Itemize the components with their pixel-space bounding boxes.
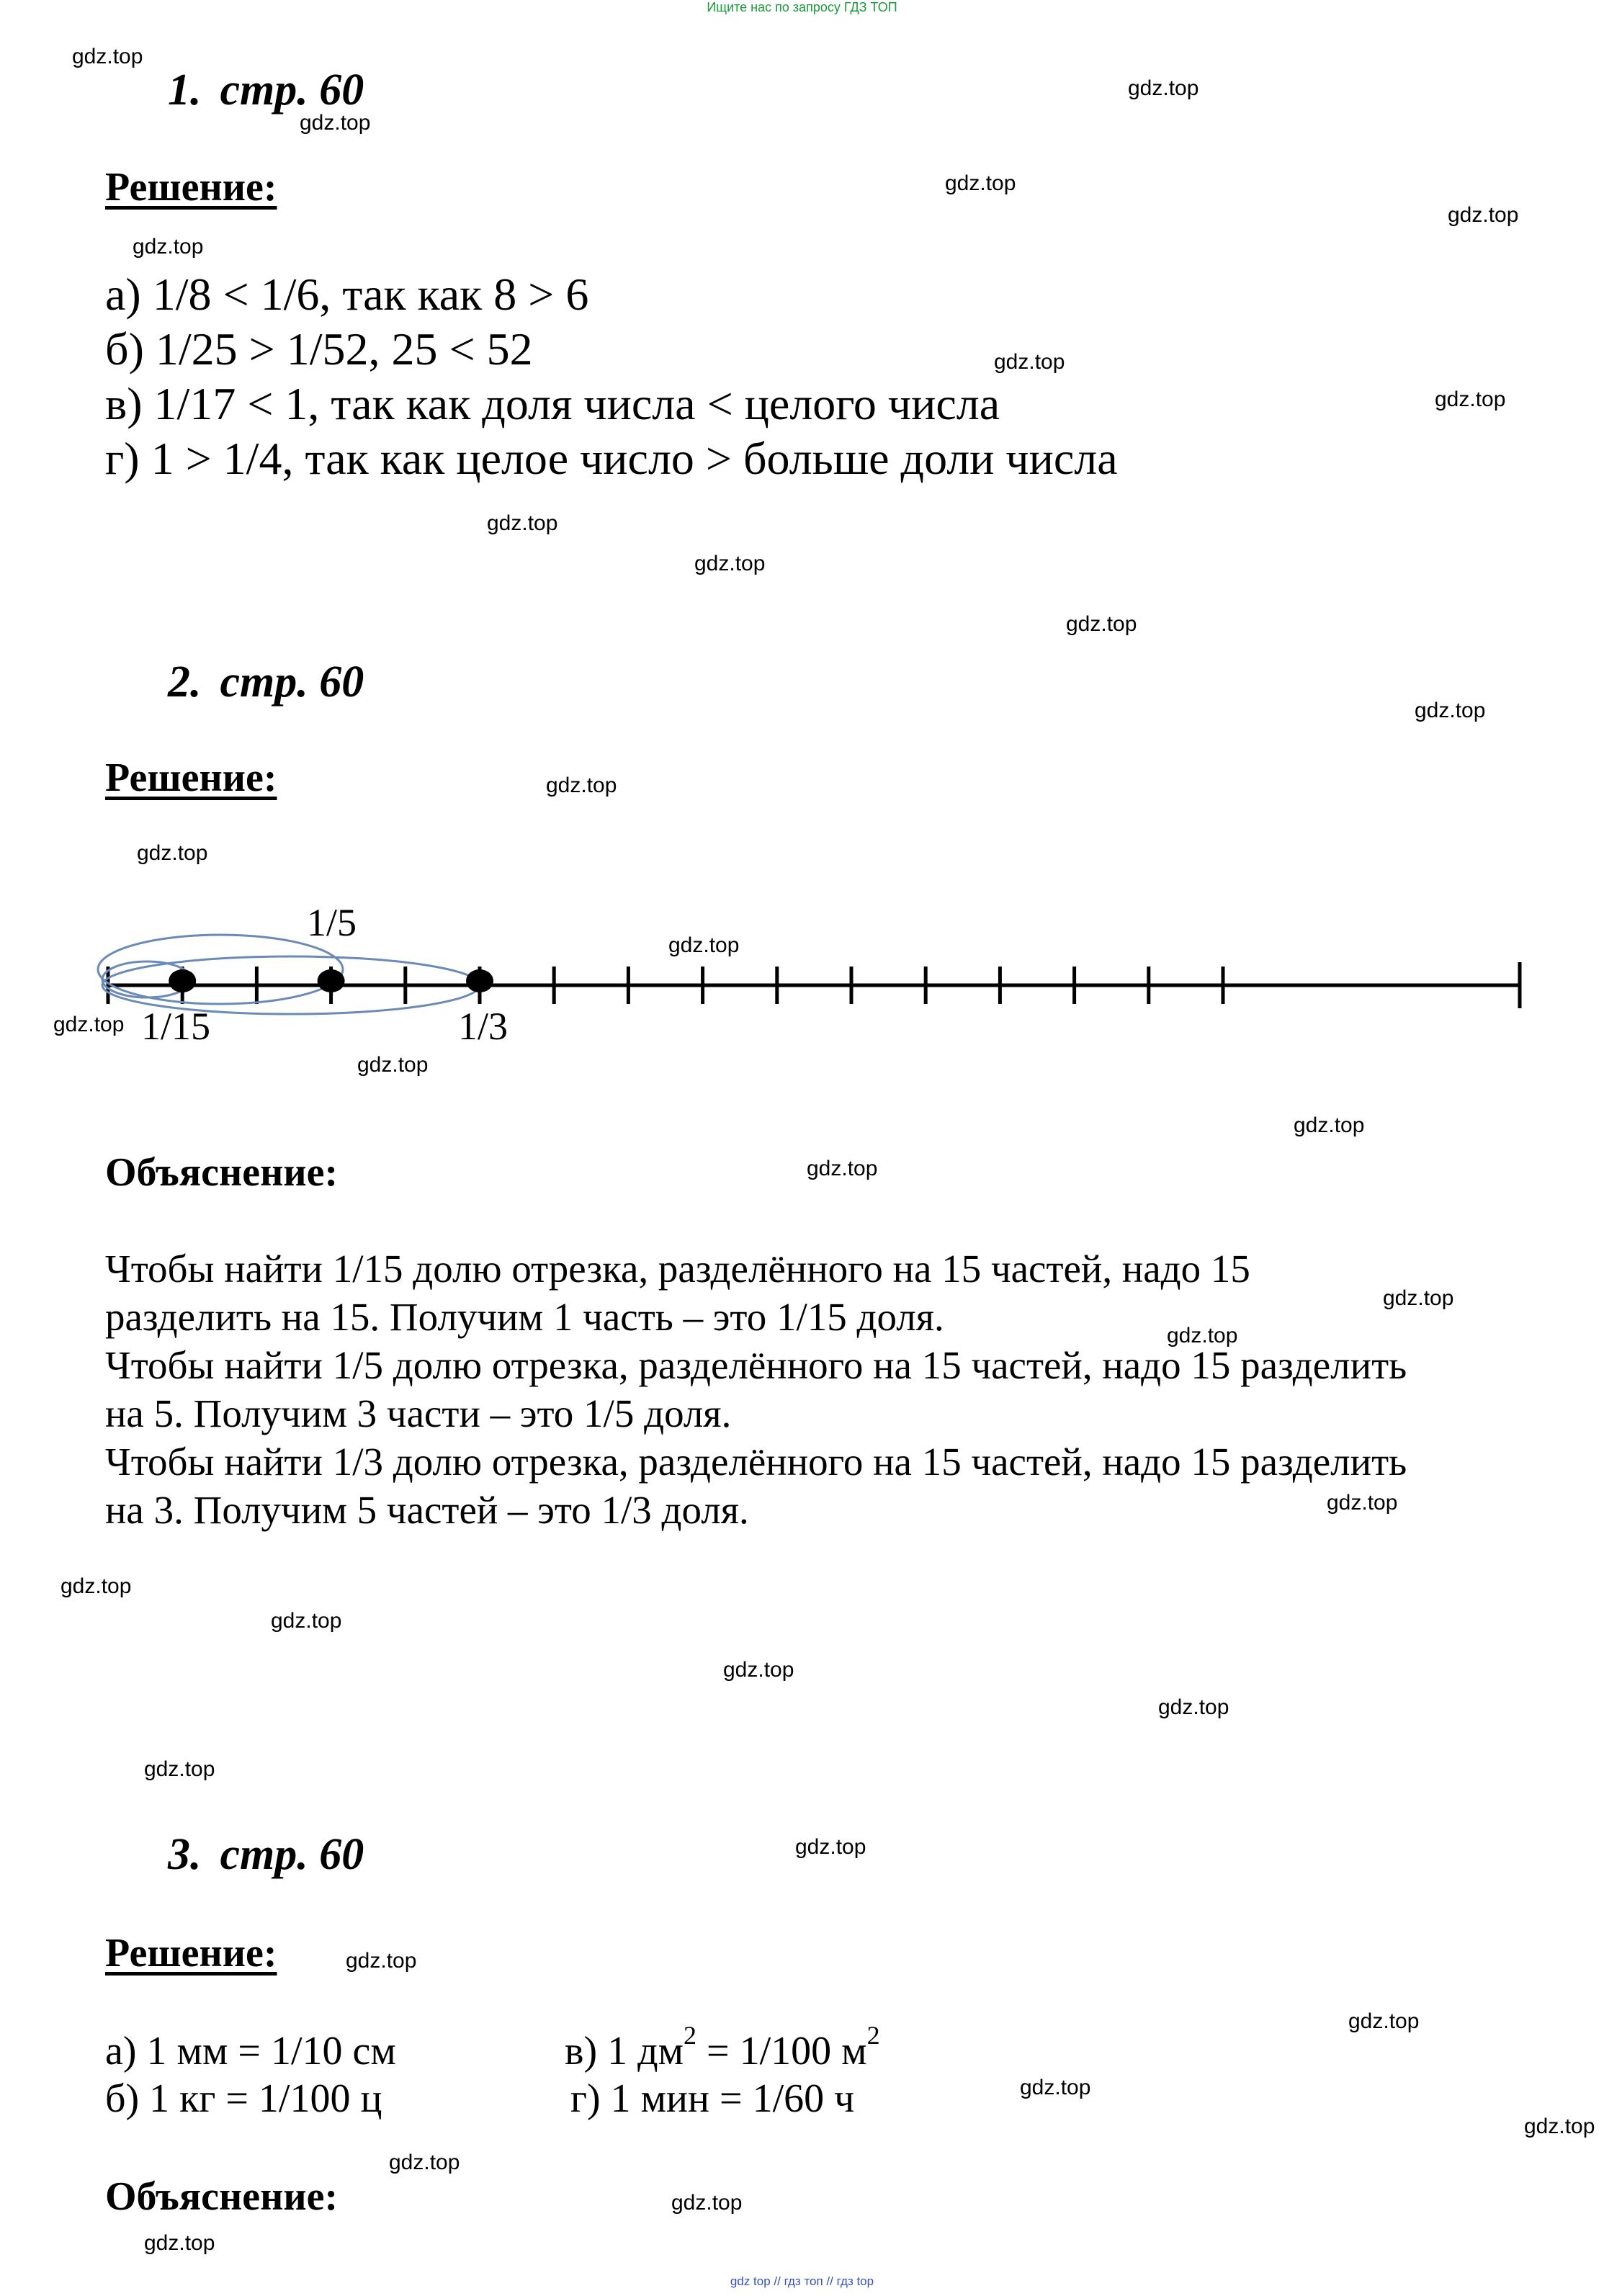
watermark: gdz.top xyxy=(61,1574,132,1598)
task-3-page: стр. 60 xyxy=(220,1830,364,1879)
watermark: gdz.top xyxy=(357,1053,429,1077)
watermark: gdz.top xyxy=(723,1658,794,1682)
watermark: gdz.top xyxy=(671,2191,743,2215)
explanation-line: Чтобы найти 1/15 долю отрезка, разделённого на 15 частей, надо 15 xyxy=(105,1247,1250,1291)
explanation-line: Чтобы найти 1/5 долю отрезка, разделённого на 15 частей, надо 15 разделить xyxy=(105,1343,1407,1387)
watermark: gdz.top xyxy=(144,2231,215,2255)
answer-v-exponent: 2 xyxy=(866,2021,880,2050)
explanation-line: Чтобы найти 1/3 долю отрезка, разделённого на 15 частей, надо 15 разделить xyxy=(105,1440,1407,1484)
watermark: gdz.top xyxy=(271,1609,342,1633)
watermark: gdz.top xyxy=(300,111,371,135)
task-1-line-a: а) 1/8 < 1/6, так как 8 > 6 xyxy=(105,269,589,320)
label-one-fifteenth: 1/15 xyxy=(141,1005,211,1048)
task-3-answer-v xyxy=(565,2021,880,2074)
answer-v-exponent: 2 xyxy=(684,2021,697,2050)
task-2-explanation xyxy=(105,1245,1407,1534)
watermark: gdz.top xyxy=(668,933,740,957)
watermark: gdz.top xyxy=(1415,699,1486,722)
watermark: gdz.top xyxy=(137,841,208,865)
task-2-page: стр. 60 xyxy=(220,658,364,707)
number-line-point xyxy=(318,969,345,992)
watermark: gdz.top xyxy=(1294,1113,1365,1137)
footer-text: gdz top // гдз топ // гдз top xyxy=(730,2274,874,2288)
watermark: gdz.top xyxy=(1348,2009,1420,2033)
task-3-number: 3. xyxy=(168,1830,202,1879)
task-2-number: 2. xyxy=(168,658,202,707)
watermark: gdz.top xyxy=(945,171,1016,195)
task-1-number: 1. xyxy=(168,66,202,115)
number-line-points xyxy=(169,969,493,992)
watermark: gdz.top xyxy=(795,1835,866,1859)
task-3-answer-a: а) 1 мм = 1/10 см xyxy=(105,2029,396,2073)
answer-v-prefix: в) 1 дм xyxy=(565,2029,684,2073)
task-1-title xyxy=(168,65,364,116)
watermark: gdz.top xyxy=(546,773,617,797)
watermark: gdz.top xyxy=(1167,1324,1238,1347)
task-3-explanation-heading: Объяснение: xyxy=(105,2174,339,2219)
task-2-heading: Решение: xyxy=(105,755,277,800)
watermark: gdz.top xyxy=(1128,76,1199,100)
watermark: gdz.top xyxy=(487,511,558,535)
task-1-heading: Решение: xyxy=(105,165,277,210)
task-3-answer-b: б) 1 кг = 1/100 ц xyxy=(105,2076,382,2121)
task-1-page: стр. 60 xyxy=(220,66,364,115)
watermark: gdz.top xyxy=(1158,1695,1229,1719)
number-line-point xyxy=(466,969,493,992)
explanation-line: на 5. Получим 3 части – это 1/5 доля. xyxy=(105,1391,732,1435)
number-line-diagram xyxy=(0,893,1604,1066)
task-1-line-b: б) 1/25 > 1/52, 25 < 52 xyxy=(105,323,533,375)
watermark: gdz.top xyxy=(1448,203,1519,227)
explanation-line: на 3. Получим 5 частей – это 1/3 доля. xyxy=(105,1488,749,1532)
task-2-explanation-heading: Объяснение: xyxy=(105,1150,339,1195)
label-one-third: 1/3 xyxy=(458,1005,508,1048)
task-3-title xyxy=(168,1829,364,1880)
watermark: gdz.top xyxy=(133,235,204,259)
label-one-fifth: 1/5 xyxy=(307,901,357,944)
watermark: gdz.top xyxy=(807,1157,878,1180)
watermark: gdz.top xyxy=(994,350,1065,374)
watermark: gdz.top xyxy=(1435,387,1506,411)
watermark: gdz.top xyxy=(1524,2115,1595,2138)
task-2-title xyxy=(168,657,364,708)
watermark: gdz.top xyxy=(694,552,766,575)
number-line-point xyxy=(169,969,196,992)
top-banner: Ищите нас по запросу ГДЗ ТОП xyxy=(707,0,897,14)
watermark: gdz.top xyxy=(1066,612,1137,636)
task-1-line-g: г) 1 > 1/4, так как целое число > больше доли числа xyxy=(105,433,1118,484)
watermark: gdz.top xyxy=(346,1949,417,1973)
task-3-heading: Решение: xyxy=(105,1931,277,1976)
watermark: gdz.top xyxy=(72,45,143,68)
explanation-line: разделить на 15. Получим 1 часть – это 1/15 доля. xyxy=(105,1295,944,1339)
watermark: gdz.top xyxy=(1327,1491,1398,1515)
watermark: gdz.top xyxy=(1020,2076,1091,2099)
watermark: gdz.top xyxy=(53,1013,125,1036)
watermark: gdz.top xyxy=(1383,1286,1454,1310)
watermark: gdz.top xyxy=(389,2151,460,2174)
task-1-line-v: в) 1/17 < 1, так как доля числа < целого числа xyxy=(105,378,1000,429)
answer-v-mid: = 1/100 м xyxy=(696,2029,867,2073)
task-3-answer-g: г) 1 мин = 1/60 ч xyxy=(570,2076,855,2121)
watermark: gdz.top xyxy=(144,1757,215,1781)
